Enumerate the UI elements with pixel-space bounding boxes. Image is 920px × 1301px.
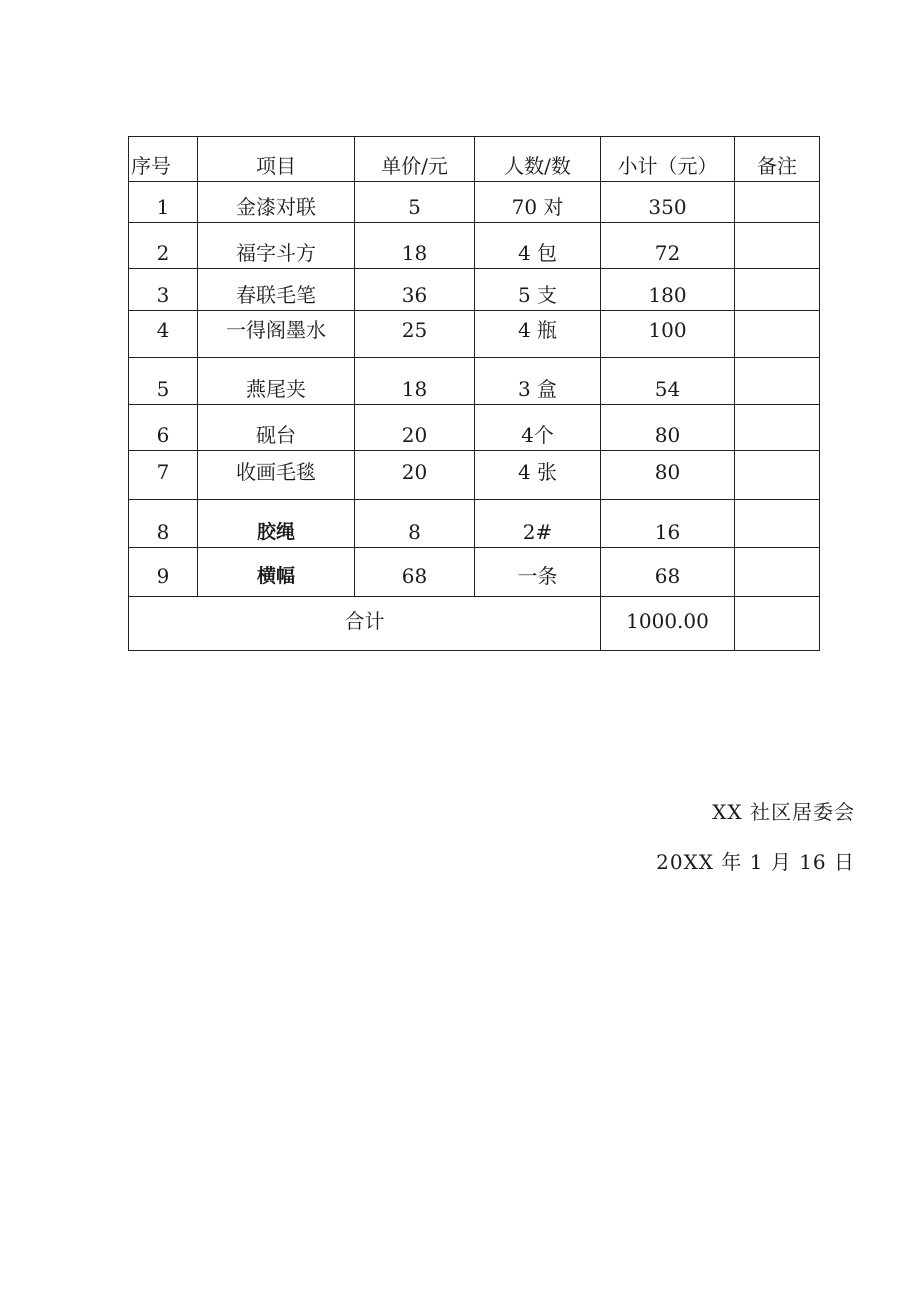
cell-note [735,405,820,451]
cell-qty: 4 瓶 [475,311,601,358]
table-total-row [129,597,820,651]
total-label: 合计 [129,597,601,651]
cell-qty: 一条 [475,548,601,597]
table-row [129,358,820,405]
cell-qty: 5 支 [475,269,601,311]
cell-note [735,182,820,223]
cell-seq: 8 [129,500,198,548]
cell-qty: 4 包 [475,223,601,269]
table-header-row [129,137,820,182]
cell-subtotal: 72 [601,223,735,269]
cell-subtotal: 80 [601,451,735,500]
cell-seq: 3 [129,269,198,311]
table-row [129,451,820,500]
cell-seq: 9 [129,548,198,597]
table-row [129,223,820,269]
cell-item: 春联毛笔 [198,269,355,311]
cell-seq: 1 [129,182,198,223]
header-seq: 序号 [129,137,198,182]
cell-subtotal: 80 [601,405,735,451]
cell-seq: 4 [129,311,198,358]
cell-item: 燕尾夹 [198,358,355,405]
total-note [735,597,820,651]
table-row [129,182,820,223]
cell-seq: 5 [129,358,198,405]
cell-qty: 3 盒 [475,358,601,405]
header-qty: 人数/数 [475,137,601,182]
expense-table [128,136,820,651]
cell-note [735,451,820,500]
header-subtotal: 小计（元） [601,137,735,182]
header-price: 单价/元 [355,137,475,182]
signature-organization: XX 社区居委会 [712,800,855,824]
cell-price: 8 [355,500,475,548]
table-row [129,311,820,358]
total-value: 1000.00 [601,597,735,651]
cell-item: 横幅 [198,548,355,597]
table-row [129,405,820,451]
table-row [129,500,820,548]
cell-subtotal: 350 [601,182,735,223]
cell-price: 5 [355,182,475,223]
cell-price: 68 [355,548,475,597]
cell-item: 收画毛毯 [198,451,355,500]
cell-subtotal: 16 [601,500,735,548]
cell-item: 胶绳 [198,500,355,548]
cell-price: 20 [355,405,475,451]
cell-item: 一得阁墨水 [198,311,355,358]
header-note: 备注 [735,137,820,182]
cell-note [735,311,820,358]
header-item: 项目 [198,137,355,182]
cell-seq: 7 [129,451,198,500]
cell-note [735,358,820,405]
cell-item: 金漆对联 [198,182,355,223]
cell-seq: 6 [129,405,198,451]
cell-note [735,500,820,548]
cell-item: 福字斗方 [198,223,355,269]
cell-subtotal: 100 [601,311,735,358]
cell-qty: 70 对 [475,182,601,223]
cell-subtotal: 68 [601,548,735,597]
signature-date: 20XX 年 1 月 16 日 [656,850,855,874]
cell-note [735,269,820,311]
cell-subtotal: 180 [601,269,735,311]
cell-note [735,223,820,269]
cell-qty: 4个 [475,405,601,451]
cell-price: 25 [355,311,475,358]
table-row [129,269,820,311]
cell-price: 36 [355,269,475,311]
cell-price: 18 [355,358,475,405]
cell-qty: 2# [475,500,601,548]
cell-price: 20 [355,451,475,500]
cell-qty: 4 张 [475,451,601,500]
cell-price: 18 [355,223,475,269]
cell-item: 砚台 [198,405,355,451]
cell-seq: 2 [129,223,198,269]
cell-note [735,548,820,597]
cell-subtotal: 54 [601,358,735,405]
table-row [129,548,820,597]
